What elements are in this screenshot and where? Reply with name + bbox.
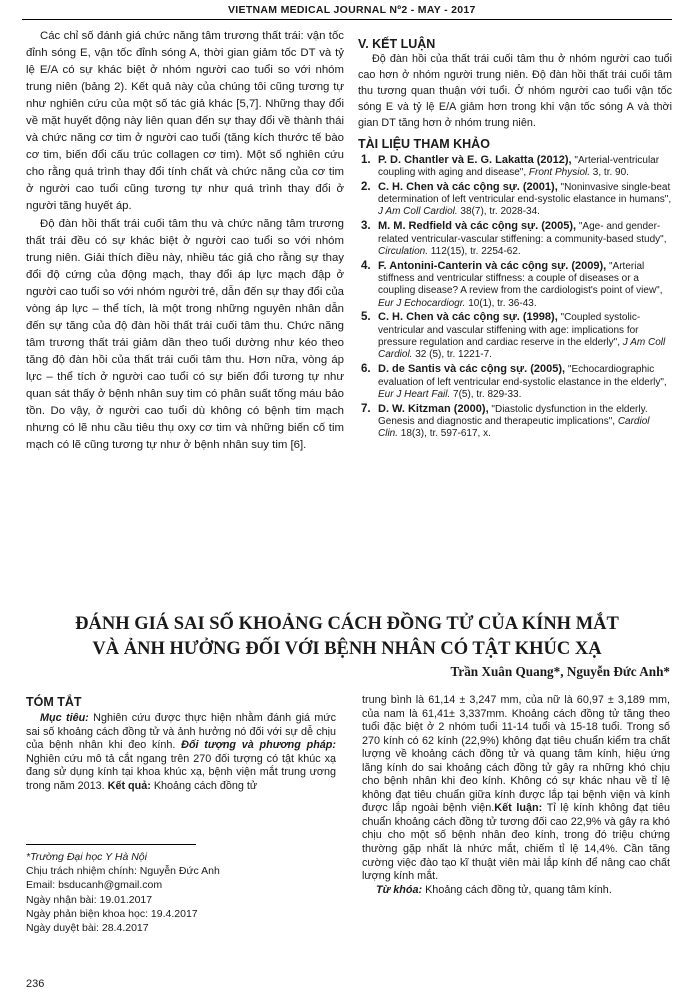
reference-journal: J Am Coll Cardiol. xyxy=(378,337,666,361)
reference-title: "Diastolic dysfunction in the elderly. Genesis and diagnostic and therapeutic implications", xyxy=(378,403,648,428)
reference-item xyxy=(358,181,672,219)
reference-number: 3. xyxy=(361,220,371,233)
article-authors: Trần Xuân Quang*, Nguyễn Đức Anh* xyxy=(450,664,670,679)
reference-item xyxy=(358,363,672,401)
abstract-left-text xyxy=(26,712,336,793)
reference-number: 5. xyxy=(361,311,371,324)
reference-journal: Cardiol Clin. xyxy=(378,416,650,440)
footnote xyxy=(26,850,220,935)
reference-number: 4. xyxy=(361,259,371,272)
article-title xyxy=(22,612,672,662)
reference-authors: C. H. Chen và các cộng sự. (2001), xyxy=(378,180,558,193)
conclusion-label: Kết luận: xyxy=(494,802,543,815)
article-title-line-1: ĐÁNH GIÁ SAI SỐ KHOẢNG CÁCH ĐỒNG TỬ CỦA KÍNH MẮT xyxy=(75,614,619,634)
conclusion-heading: V. KẾT LUẬN xyxy=(358,37,436,51)
reference-authors: P. D. Chantler và E. G. Lakatta (2012), xyxy=(378,153,572,166)
reference-journal: Circulation. xyxy=(378,245,429,257)
article-title-line-2: VÀ ẢNH HƯỞNG ĐỐI VỚI BỆNH NHÂN CÓ TẬT KHÚC XẠ xyxy=(92,639,602,659)
results-label: Kết quả: xyxy=(107,779,151,792)
reference-authors: M. M. Redfield và các cộng sự. (2005), xyxy=(378,220,577,233)
reference-item xyxy=(358,403,672,441)
reference-journal: Front Physiol. xyxy=(528,166,591,178)
reference-authors: C. H. Chen và các cộng sự. (1998), xyxy=(378,311,558,324)
reference-number: 1. xyxy=(361,153,371,166)
right-column xyxy=(358,36,672,442)
reference-list xyxy=(358,154,672,441)
results-text: Khoảng cách đồng tử xyxy=(150,779,258,792)
reference-authors: D. de Santis và các cộng sự. (2005), xyxy=(378,363,566,376)
reference-journal: Eur J Echocardiogr. xyxy=(378,297,466,309)
footnote-received: Ngày nhận bài: 19.01.2017 xyxy=(26,893,153,906)
conclusion-text: Độ đàn hồi của thất trái cuối tâm thu ở nhóm người cao tuổi cao hơn ở nhóm người trung niên. Độ đàn hồi thất trái cuối tâm thu tương quan thuận với tuổi. Ở nhóm người cao tuổi vận tốc sóng E và tỷ lệ E/A giảm hơn trong khi vận tốc sóng A và thời gian DT tăng hơn ở nhóm trung niên. xyxy=(358,53,672,129)
keywords-text: Khoảng cách đồng tử, quang tâm kính. xyxy=(422,883,612,896)
reference-pages: 3, tr. 90. xyxy=(590,166,629,178)
reference-title: "Arterial stiffness and ventricular stiffness: a couple of diseases or a coupling disease? A review from the cardiologist's point of view", xyxy=(378,260,663,297)
footnote-email: Email: bsducanh@gmail.com xyxy=(26,879,163,892)
reference-item xyxy=(358,220,672,258)
footnote-accepted: Ngày duyệt bài: 28.4.2017 xyxy=(26,922,149,935)
reference-number: 7. xyxy=(361,402,371,415)
reference-pages: 32 (5), tr. 1221-7. xyxy=(412,349,492,361)
abstract-left xyxy=(26,694,336,793)
reference-journal: Eur J Heart Fail. xyxy=(378,388,451,400)
abstract-right xyxy=(362,694,670,897)
reference-pages: 10(1), tr. 36-43. xyxy=(465,297,537,309)
header-rule xyxy=(22,19,672,20)
left-column xyxy=(26,28,344,454)
reference-title: "Arterial-ventricular coupling with aging and disease", xyxy=(378,154,660,178)
running-header: VIETNAM MEDICAL JOURNAL Nº2 - MAY - 2017 xyxy=(228,4,476,16)
reference-title: "Coupled systolic-ventricular and vascular stiffening with age: implications for pressure regulation and cardiac reserve in the elderly", xyxy=(378,312,641,349)
references-heading: TÀI LIỆU THAM KHẢO xyxy=(358,136,490,151)
methods-text: Nghiên cứu mô tả cắt ngang trên 270 đối tượng có tật khúc xạ đang sử dụng kính tại khoa khúc xạ, bệnh viện mắt trung ương trong năm 2013. xyxy=(26,752,336,792)
body-paragraph-2: Độ đàn hồi thất trái cuối tâm thu và chức năng tâm trương thất trái đều có sự khác biệt ở người cao tuổi so với nhóm trung niên. Giải thích điều này, nhiều tác giả cho rằng sự thay đổi độ cứng của động mạch, thay đổi áp lực mạch đập ở người cao tuổi so với nhóm người trẻ, dẫn đến sự thay đổi của vòng áp lực – thể tích, là một trong những nguyên nhân dẫn đến sự tăng của độ đàn hồi thất trái cuối tâm thu. Chức năng tâm trương thất trái giảm dần theo tuổi dường như kéo theo tăng độ đàn hồi của thất trái cuối tâm thu. Hơn nữa, vòng áp lực – thể tích ở người cao tuổi có sự biến đổi tương tự như quan sát thấy ở bệnh nhân suy tim có phân suất tống máu bảo tồn. Do vậy, ở người cao tuổi dù không có bệnh tim mạch nhưng có lẽ nhu cầu tiêu thụ oxy cơ tim và những biến cố tim mạch có lẽ cũng tương tự như ở bệnh nhân suy tim [6]. xyxy=(26,217,344,452)
reference-title: "Age- and gender-related ventricular-vascular stiffening: a community-based study", xyxy=(378,221,667,245)
reference-pages: 112(15), tr. 2254-62. xyxy=(428,245,521,257)
abstract-conclusion-text: Tỉ lệ kính không đạt tiêu chuẩn khoảng cách đồng tử tương đối cao 22,9% và gây ra khó chịu cho một số bệnh nhân đeo kính, trong đó triệu chứng thường gặp nhất là nhức mắt, chiếm tỉ lệ 14,4%. Cần tăng cường việc đào tạo kĩ thuật viên mài lắp kính để nâng cao chất lượng kính mắt. xyxy=(362,802,670,883)
abstract-results-text: trung bình là 61,14 ± 3,247 mm, của nữ là 60,97 ± 3,189 mm, của nam là 61,41± 3,337mm. Khoảng cách đồng tử tăng theo tuổi đặc biệt ở 2 nhóm tuổi 11-14 tuổi và 15-18 tuổi. Trong số 270 kính có 62 kính (22,9%) không đạt tiêu chuẩn kiểm tra chất lượng về khoảng cách đồng tử và quang tâm kính, hiệu ứng lăng kính do sai khoảng cách đồng tử gây ra những khó chịu cho bệnh nhân khi đeo kính. Không có sự khác nhau về tỉ lệ không đạt tiêu chuẩn giữa kính được lắp tại bệnh viện và kính được lắp ngoài bệnh viện. xyxy=(362,694,670,815)
reference-pages: 38(7), tr. 2028-34. xyxy=(457,206,540,218)
reference-authors: D. W. Kitzman (2000), xyxy=(378,402,489,415)
reference-title: "Noninvasive single-beat determination of left ventricular end-systolic elastance in humans", xyxy=(378,181,672,206)
reference-pages: 18(3), tr. 597-617, x. xyxy=(398,428,491,440)
footnote-affiliation: *Trường Đại học Y Hà Nội xyxy=(26,851,147,863)
reference-item xyxy=(358,311,672,361)
objective-label: Mục tiêu: xyxy=(40,712,89,724)
reference-title: "Echocardiographic evaluation of left ventricular end-systolic elastance in the elderly", xyxy=(378,364,667,388)
footnote-reviewed: Ngày phản biện khoa học: 19.4.2017 xyxy=(26,907,198,920)
reference-journal: J Am Coll Cardiol. xyxy=(378,206,458,218)
keywords-line xyxy=(362,884,670,898)
footnote-rule xyxy=(26,844,196,845)
reference-number: 6. xyxy=(361,363,371,376)
reference-pages: 7(5), tr. 829-33. xyxy=(450,388,522,400)
footnote-corresponding: Chịu trách nhiệm chính: Nguyễn Đức Anh xyxy=(26,865,220,878)
reference-item xyxy=(358,260,672,310)
objective-text: Nghiên cứu được thực hiện nhằm đánh giá mức sai số khoảng cách đồng tử và ảnh hưởng nó đối với sự dễ chịu của bệnh nhân khi đeo kính. xyxy=(26,712,336,752)
keywords-label: Từ khóa: xyxy=(376,883,423,896)
reference-item xyxy=(358,154,672,180)
summary-heading: TÓM TẮT xyxy=(26,695,82,709)
body-paragraph-1: Các chỉ số đánh giá chức năng tâm trương thất trái: vận tốc đỉnh sóng E, vận tốc đỉnh sóng A, thời gian giảm tốc DT và tỷ lệ E/A có sự khác biệt ở nhóm người cao tuổi so với nhóm trung niên (bảng 2). Kết quả này của chúng tôi cũng tương tự như nghiên cứu của một số tác giả khác [5,7]. Những thay đổi về mặt huyết động này liên quan đến sự thay đổi về thành thái và chức năng cơ tim ở người cao tuổi (tăng kích thước tế bào cơ tim, biến đổi cấu trúc collagen cơ tim). Một số nghiên cứu cho rằng quá trình thay đổi tính chất và chức năng của cơ tim ở người cao tuổi cũng tương tự như quá trình thay đổi ở người tăng huyết áp. xyxy=(26,30,344,213)
reference-authors: F. Antonini-Canterin và các cộng sự. (2009), xyxy=(378,259,607,272)
reference-number: 2. xyxy=(361,180,371,193)
methods-label: Đối tượng và phương pháp: xyxy=(181,739,336,752)
page-number: 236 xyxy=(26,978,45,990)
